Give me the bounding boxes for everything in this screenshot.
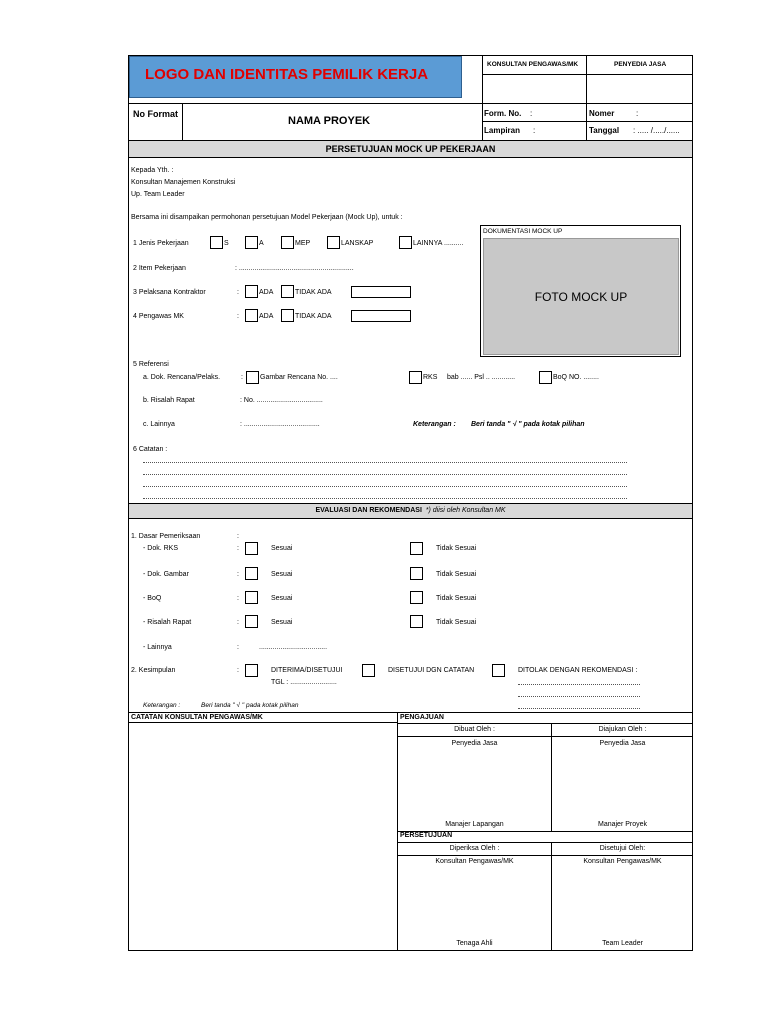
evaluasi-title: EVALUASI DAN REKOMENDASI [315,507,422,514]
rekomendasi-line[interactable] [518,696,640,697]
catatan-line[interactable] [143,498,627,499]
catatan-konsultan-title: CATATAN KONSULTAN PENGAWAS/MK [131,714,263,721]
checkbox-risalah-sesuai[interactable] [245,615,258,628]
col-penyedia: PENYEDIA JASA [614,61,667,68]
signature-area[interactable] [398,870,550,936]
checkbox-gambar-tidak[interactable] [410,567,423,580]
rekomendasi-line[interactable] [518,684,640,685]
checkbox-boq-tidak[interactable] [410,591,423,604]
tanggal-value[interactable]: : ..... /...../...... [633,126,680,135]
kontraktor-name-input[interactable] [351,286,411,298]
checkbox-rks[interactable] [409,371,422,384]
checkbox-lanskap[interactable] [327,236,340,249]
checkbox-mep[interactable] [281,236,294,249]
checkbox-s[interactable] [210,236,223,249]
no-format: No Format [133,109,178,119]
catatan-line[interactable] [143,474,627,475]
checkbox-pengawas-tidak[interactable] [281,309,294,322]
rekomendasi-line[interactable] [518,708,640,709]
checkbox-a[interactable] [245,236,258,249]
checkbox-boq[interactable] [539,371,552,384]
checkbox-lainnya[interactable] [399,236,412,249]
checkbox-diterima[interactable] [245,664,258,677]
checkbox-pengawas-ada[interactable] [245,309,258,322]
signature-area[interactable] [552,870,692,936]
col-konsultan: KONSULTAN PENGAWAS/MK [487,61,579,68]
tanggal-label: Tanggal [589,126,620,135]
checkbox-kontraktor-ada[interactable] [245,285,258,298]
checkbox-kontraktor-tidak[interactable] [281,285,294,298]
foto-label: FOTO MOCK UP [534,290,628,304]
tgl-field[interactable]: TGL : ........................ [271,679,337,686]
lainnya-ref-field[interactable]: : ....................................... [240,421,320,428]
signature-area[interactable] [552,752,692,818]
catatan-line[interactable] [143,486,627,487]
checkbox-boq-sesuai[interactable] [245,591,258,604]
checkbox-risalah-tidak[interactable] [410,615,423,628]
form-title: PERSETUJUAN MOCK UP PEKERJAAN [325,144,496,154]
signature-area[interactable] [398,752,550,818]
logo-text: LOGO DAN IDENTITAS PEMILIK KERJA [145,66,429,83]
checkbox-rks-sesuai[interactable] [245,542,258,555]
lampiran-label: Lampiran [484,126,521,135]
checkbox-gambar[interactable] [246,371,259,384]
risalah-no-field[interactable]: : No. .................................. [240,397,323,404]
pengajuan-title: PENGAJUAN [400,714,444,721]
checkbox-rks-tidak[interactable] [410,542,423,555]
checkbox-gambar-sesuai[interactable] [245,567,258,580]
evaluasi-lainnya-field[interactable]: ................................... [259,644,328,651]
checkbox-ditolak[interactable] [492,664,505,677]
catatan-konsultan-area[interactable] [129,723,396,950]
item-pekerjaan-field[interactable]: : ........................................................... [235,265,354,272]
catatan-line[interactable] [143,462,627,463]
form-no-label: Form. No. [484,109,522,118]
persetujuan-title: PERSETUJUAN [400,832,453,839]
nama-proyek: NAMA PROYEK [288,115,371,127]
checkbox-disetujui-catatan[interactable] [362,664,375,677]
pengawas-name-input[interactable] [351,310,411,322]
nomer-label: Nomer [589,109,615,118]
